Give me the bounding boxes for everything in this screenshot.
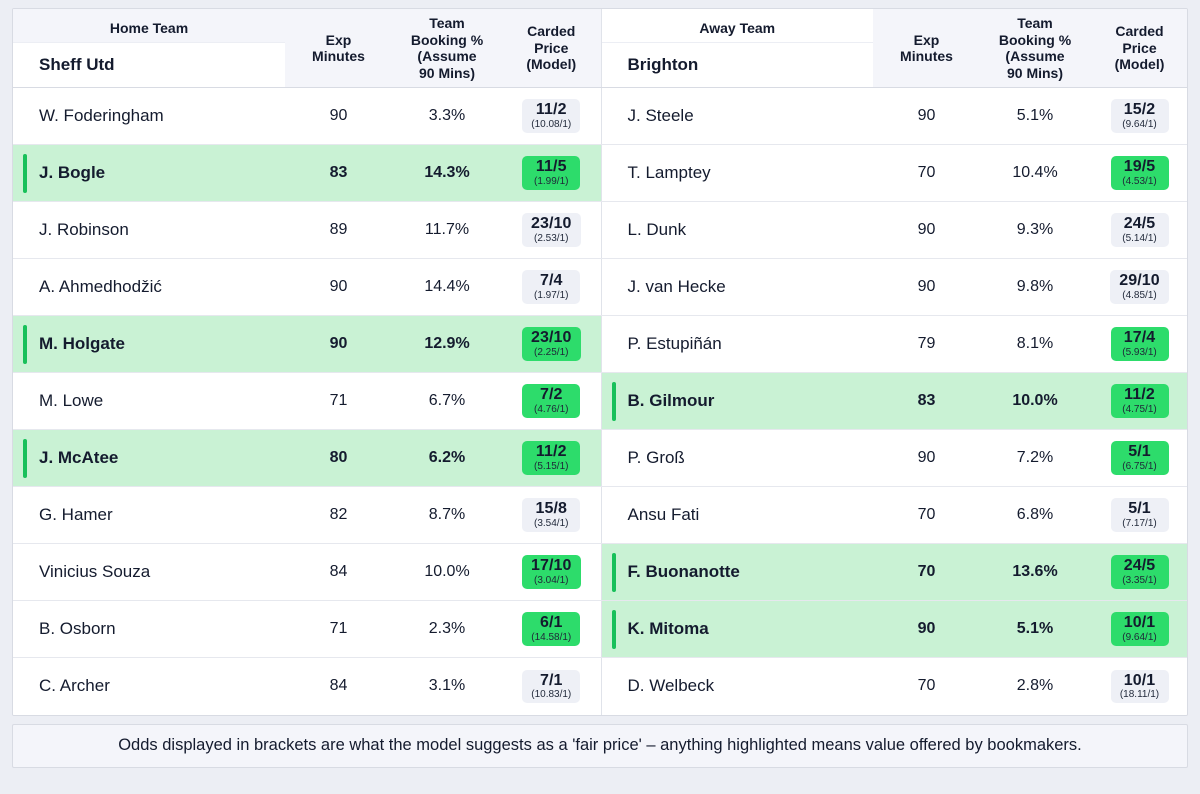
away-exp-minutes: 70 [873, 145, 980, 202]
home-player-name: M. Holgate [13, 316, 285, 373]
away-price-chip [1111, 612, 1169, 645]
away-exp-minutes: 70 [873, 487, 980, 544]
away-price-odds: 17/4 [1123, 329, 1156, 347]
home-player-name: C. Archer [13, 658, 285, 715]
home-price-odds: 6/1 [539, 614, 563, 632]
away-price-odds: 10/1 [1123, 614, 1156, 632]
home-price-fair: (2.53/1) [534, 233, 569, 245]
away-booking-pct: 6.8% [980, 487, 1090, 544]
home-booking-pct: 14.4% [392, 259, 502, 316]
home-booking-pct: 10.0% [392, 544, 502, 601]
home-price-odds: 15/8 [535, 500, 568, 518]
home-price-chip [522, 498, 580, 531]
home-price-chip [522, 99, 580, 132]
col-away-exp-minutes [873, 9, 980, 88]
col-away-booking-pct-l1: Team [1017, 15, 1053, 31]
home-booking-pct: 14.3% [392, 145, 502, 202]
home-price-chip [522, 213, 581, 246]
table-row [13, 259, 1188, 316]
away-exp-minutes: 90 [873, 88, 980, 145]
home-carded-price-cell [502, 145, 601, 202]
away-booking-pct: 10.4% [980, 145, 1090, 202]
away-player-name: B. Gilmour [601, 373, 873, 430]
home-player-name: B. Osborn [13, 601, 285, 658]
card-odds-table [12, 8, 1188, 716]
away-player-name: Ansu Fati [601, 487, 873, 544]
col-home-carded-price-l3: (Model) [526, 56, 577, 73]
home-price-fair: (3.54/1) [534, 518, 569, 530]
col-away-booking-pct-l2: Booking % [998, 31, 1072, 48]
home-exp-minutes: 89 [285, 202, 392, 259]
away-exp-minutes: 90 [873, 259, 980, 316]
away-price-fair: (5.14/1) [1122, 233, 1157, 245]
away-price-fair: (18.11/1) [1119, 689, 1160, 701]
home-price-chip [522, 270, 580, 303]
col-away-team: Away Team [601, 9, 873, 42]
home-exp-minutes: 84 [285, 658, 392, 715]
home-price-odds: 11/2 [535, 443, 567, 461]
home-price-odds: 23/10 [530, 215, 572, 233]
home-exp-minutes: 82 [285, 487, 392, 544]
away-price-chip [1111, 99, 1169, 132]
away-price-fair: (4.75/1) [1122, 404, 1157, 416]
col-away-booking-pct-l4: 90 Mins) [1006, 64, 1063, 81]
col-away-exp-minutes-l2: Minutes [900, 48, 953, 65]
home-player-name: G. Hamer [13, 487, 285, 544]
table-row [13, 202, 1188, 259]
away-player-name: J. van Hecke [601, 259, 873, 316]
away-price-odds: 10/1 [1123, 671, 1156, 689]
away-price-odds: 29/10 [1119, 272, 1160, 290]
col-home-exp-minutes-l1: Exp [325, 31, 352, 48]
home-exp-minutes: 90 [285, 259, 392, 316]
away-booking-pct: 7.2% [980, 430, 1090, 487]
away-price-fair: (9.64/1) [1122, 119, 1157, 131]
home-carded-price-cell [502, 430, 601, 487]
away-player-name: J. Steele [601, 88, 873, 145]
away-price-chip [1111, 670, 1169, 703]
home-team-name: Sheff Utd [13, 42, 285, 87]
home-player-name: Vinicius Souza [13, 544, 285, 601]
away-booking-pct: 2.8% [980, 658, 1090, 715]
col-away-carded-price-l3: (Model) [1114, 56, 1165, 73]
home-price-fair: (1.97/1) [534, 290, 569, 302]
away-price-fair: (3.35/1) [1122, 575, 1157, 587]
away-booking-pct: 5.1% [980, 601, 1090, 658]
home-exp-minutes: 90 [285, 316, 392, 373]
home-booking-pct: 2.3% [392, 601, 502, 658]
home-carded-price-cell [502, 544, 601, 601]
home-price-fair: (3.04/1) [534, 575, 569, 587]
col-away-carded-price-l1: Carded [1115, 23, 1164, 40]
home-carded-price-cell [502, 601, 601, 658]
home-player-name: A. Ahmedhodžić [13, 259, 285, 316]
col-home-booking-pct [392, 9, 502, 88]
col-away-exp-minutes-l1: Exp [913, 31, 940, 48]
away-booking-pct: 5.1% [980, 88, 1090, 145]
away-exp-minutes: 90 [873, 430, 980, 487]
away-player-name: D. Welbeck [601, 658, 873, 715]
home-price-odds: 7/4 [539, 272, 563, 290]
away-price-chip [1111, 441, 1169, 474]
home-price-chip [522, 555, 581, 588]
table-row [13, 487, 1188, 544]
home-carded-price-cell [502, 202, 601, 259]
home-booking-pct: 3.1% [392, 658, 502, 715]
away-carded-price-cell [1090, 202, 1188, 259]
away-price-odds: 19/5 [1123, 158, 1156, 176]
away-price-fair: (5.93/1) [1122, 347, 1157, 359]
player-booking-odds-table [13, 9, 1188, 715]
away-price-chip [1111, 498, 1169, 531]
col-home-booking-pct-l1: Team [429, 15, 465, 31]
away-price-fair: (4.53/1) [1122, 176, 1157, 188]
home-carded-price-cell [502, 373, 601, 430]
home-carded-price-cell [502, 316, 601, 373]
home-exp-minutes: 80 [285, 430, 392, 487]
away-price-chip [1111, 213, 1169, 246]
away-exp-minutes: 90 [873, 202, 980, 259]
away-booking-pct: 9.3% [980, 202, 1090, 259]
away-player-name: K. Mitoma [601, 601, 873, 658]
home-price-odds: 11/5 [535, 158, 567, 176]
home-price-fair: (10.83/1) [531, 689, 572, 701]
home-booking-pct: 3.3% [392, 88, 502, 145]
away-exp-minutes: 79 [873, 316, 980, 373]
away-carded-price-cell [1090, 259, 1188, 316]
table-row [13, 601, 1188, 658]
away-player-name: P. Estupiñán [601, 316, 873, 373]
home-price-chip [522, 612, 580, 645]
home-price-odds: 11/2 [535, 101, 567, 119]
col-away-carded-price-l2: Price [1122, 39, 1157, 56]
table-row [13, 88, 1188, 145]
away-carded-price-cell [1090, 601, 1188, 658]
table-row [13, 316, 1188, 373]
table-row [13, 373, 1188, 430]
away-carded-price-cell [1090, 487, 1188, 544]
col-home-carded-price-l1: Carded [527, 23, 576, 40]
col-home-booking-pct-l2: Booking % [410, 31, 484, 48]
away-carded-price-cell [1090, 88, 1188, 145]
away-price-odds: 11/2 [1124, 386, 1155, 404]
col-away-booking-pct [980, 9, 1090, 88]
home-booking-pct: 11.7% [392, 202, 502, 259]
away-price-fair: (7.17/1) [1122, 518, 1157, 530]
table-body [13, 88, 1188, 715]
away-carded-price-cell [1090, 658, 1188, 715]
home-price-fair: (1.99/1) [534, 176, 569, 188]
away-exp-minutes: 70 [873, 544, 980, 601]
home-price-odds: 7/1 [539, 671, 563, 689]
col-away-booking-pct-l3: (Assume [1005, 48, 1065, 65]
table-row [13, 544, 1188, 601]
home-carded-price-cell [502, 88, 601, 145]
home-price-fair: (10.08/1) [531, 119, 572, 131]
away-booking-pct: 8.1% [980, 316, 1090, 373]
home-booking-pct: 6.7% [392, 373, 502, 430]
col-home-booking-pct-l3: (Assume [417, 48, 477, 65]
away-exp-minutes: 70 [873, 658, 980, 715]
away-booking-pct: 13.6% [980, 544, 1090, 601]
away-price-odds: 5/1 [1128, 500, 1151, 518]
home-player-name: M. Lowe [13, 373, 285, 430]
home-exp-minutes: 83 [285, 145, 392, 202]
home-price-fair: (5.15/1) [534, 461, 569, 473]
away-price-chip [1111, 327, 1169, 360]
home-price-odds: 7/2 [539, 386, 563, 404]
home-price-chip [522, 670, 580, 703]
away-player-name: P. Groß [601, 430, 873, 487]
away-price-chip [1110, 270, 1169, 303]
home-exp-minutes: 84 [285, 544, 392, 601]
away-price-fair: (4.85/1) [1122, 290, 1157, 302]
away-price-odds: 24/5 [1123, 215, 1156, 233]
table-head [13, 9, 1188, 88]
home-price-odds: 23/10 [530, 329, 572, 347]
col-away-carded-price [1090, 9, 1188, 88]
home-player-name: J. McAtee [13, 430, 285, 487]
home-carded-price-cell [502, 259, 601, 316]
table-row [13, 430, 1188, 487]
home-exp-minutes: 90 [285, 88, 392, 145]
home-price-chip [522, 441, 580, 474]
home-booking-pct: 6.2% [392, 430, 502, 487]
home-price-fair: (14.58/1) [531, 632, 572, 644]
home-carded-price-cell [502, 658, 601, 715]
away-carded-price-cell [1090, 145, 1188, 202]
home-carded-price-cell [502, 487, 601, 544]
col-home-exp-minutes [285, 9, 392, 88]
away-exp-minutes: 90 [873, 601, 980, 658]
table-row [13, 658, 1188, 715]
away-carded-price-cell [1090, 373, 1188, 430]
away-price-fair: (6.75/1) [1122, 461, 1157, 473]
away-exp-minutes: 83 [873, 373, 980, 430]
col-home-team: Home Team [13, 9, 285, 42]
away-player-name: F. Buonanotte [601, 544, 873, 601]
home-price-fair: (4.76/1) [534, 404, 569, 416]
home-booking-pct: 12.9% [392, 316, 502, 373]
away-booking-pct: 10.0% [980, 373, 1090, 430]
home-player-name: W. Foderingham [13, 88, 285, 145]
away-price-chip [1111, 555, 1169, 588]
home-price-chip [522, 156, 580, 189]
home-price-chip [522, 327, 581, 360]
away-price-odds: 24/5 [1123, 557, 1156, 575]
away-player-name: L. Dunk [601, 202, 873, 259]
col-home-exp-minutes-l2: Minutes [312, 48, 365, 65]
home-price-odds: 17/10 [530, 557, 572, 575]
home-price-chip [522, 384, 580, 417]
home-exp-minutes: 71 [285, 373, 392, 430]
away-price-odds: 5/1 [1128, 443, 1151, 461]
footer-note-text: Odds displayed in brackets are what the model suggests as a 'fair price' – anything highlighted means value offered by bookmakers. [118, 736, 1082, 755]
col-home-carded-price-l2: Price [534, 39, 569, 56]
away-price-fair: (9.64/1) [1122, 632, 1157, 644]
away-carded-price-cell [1090, 544, 1188, 601]
footer-note [12, 724, 1188, 768]
away-price-chip [1111, 384, 1169, 417]
away-booking-pct: 9.8% [980, 259, 1090, 316]
col-home-booking-pct-l4: 90 Mins) [418, 64, 475, 81]
home-player-name: J. Robinson [13, 202, 285, 259]
away-player-name: T. Lamptey [601, 145, 873, 202]
away-carded-price-cell [1090, 430, 1188, 487]
away-price-chip [1111, 156, 1169, 189]
table-row [13, 145, 1188, 202]
away-price-odds: 15/2 [1123, 101, 1156, 119]
header-row-labels [13, 9, 1188, 42]
home-exp-minutes: 71 [285, 601, 392, 658]
away-team-name: Brighton [601, 42, 873, 87]
home-price-fair: (2.25/1) [534, 347, 569, 359]
away-carded-price-cell [1090, 316, 1188, 373]
home-player-name: J. Bogle [13, 145, 285, 202]
col-home-carded-price [502, 9, 601, 88]
home-booking-pct: 8.7% [392, 487, 502, 544]
